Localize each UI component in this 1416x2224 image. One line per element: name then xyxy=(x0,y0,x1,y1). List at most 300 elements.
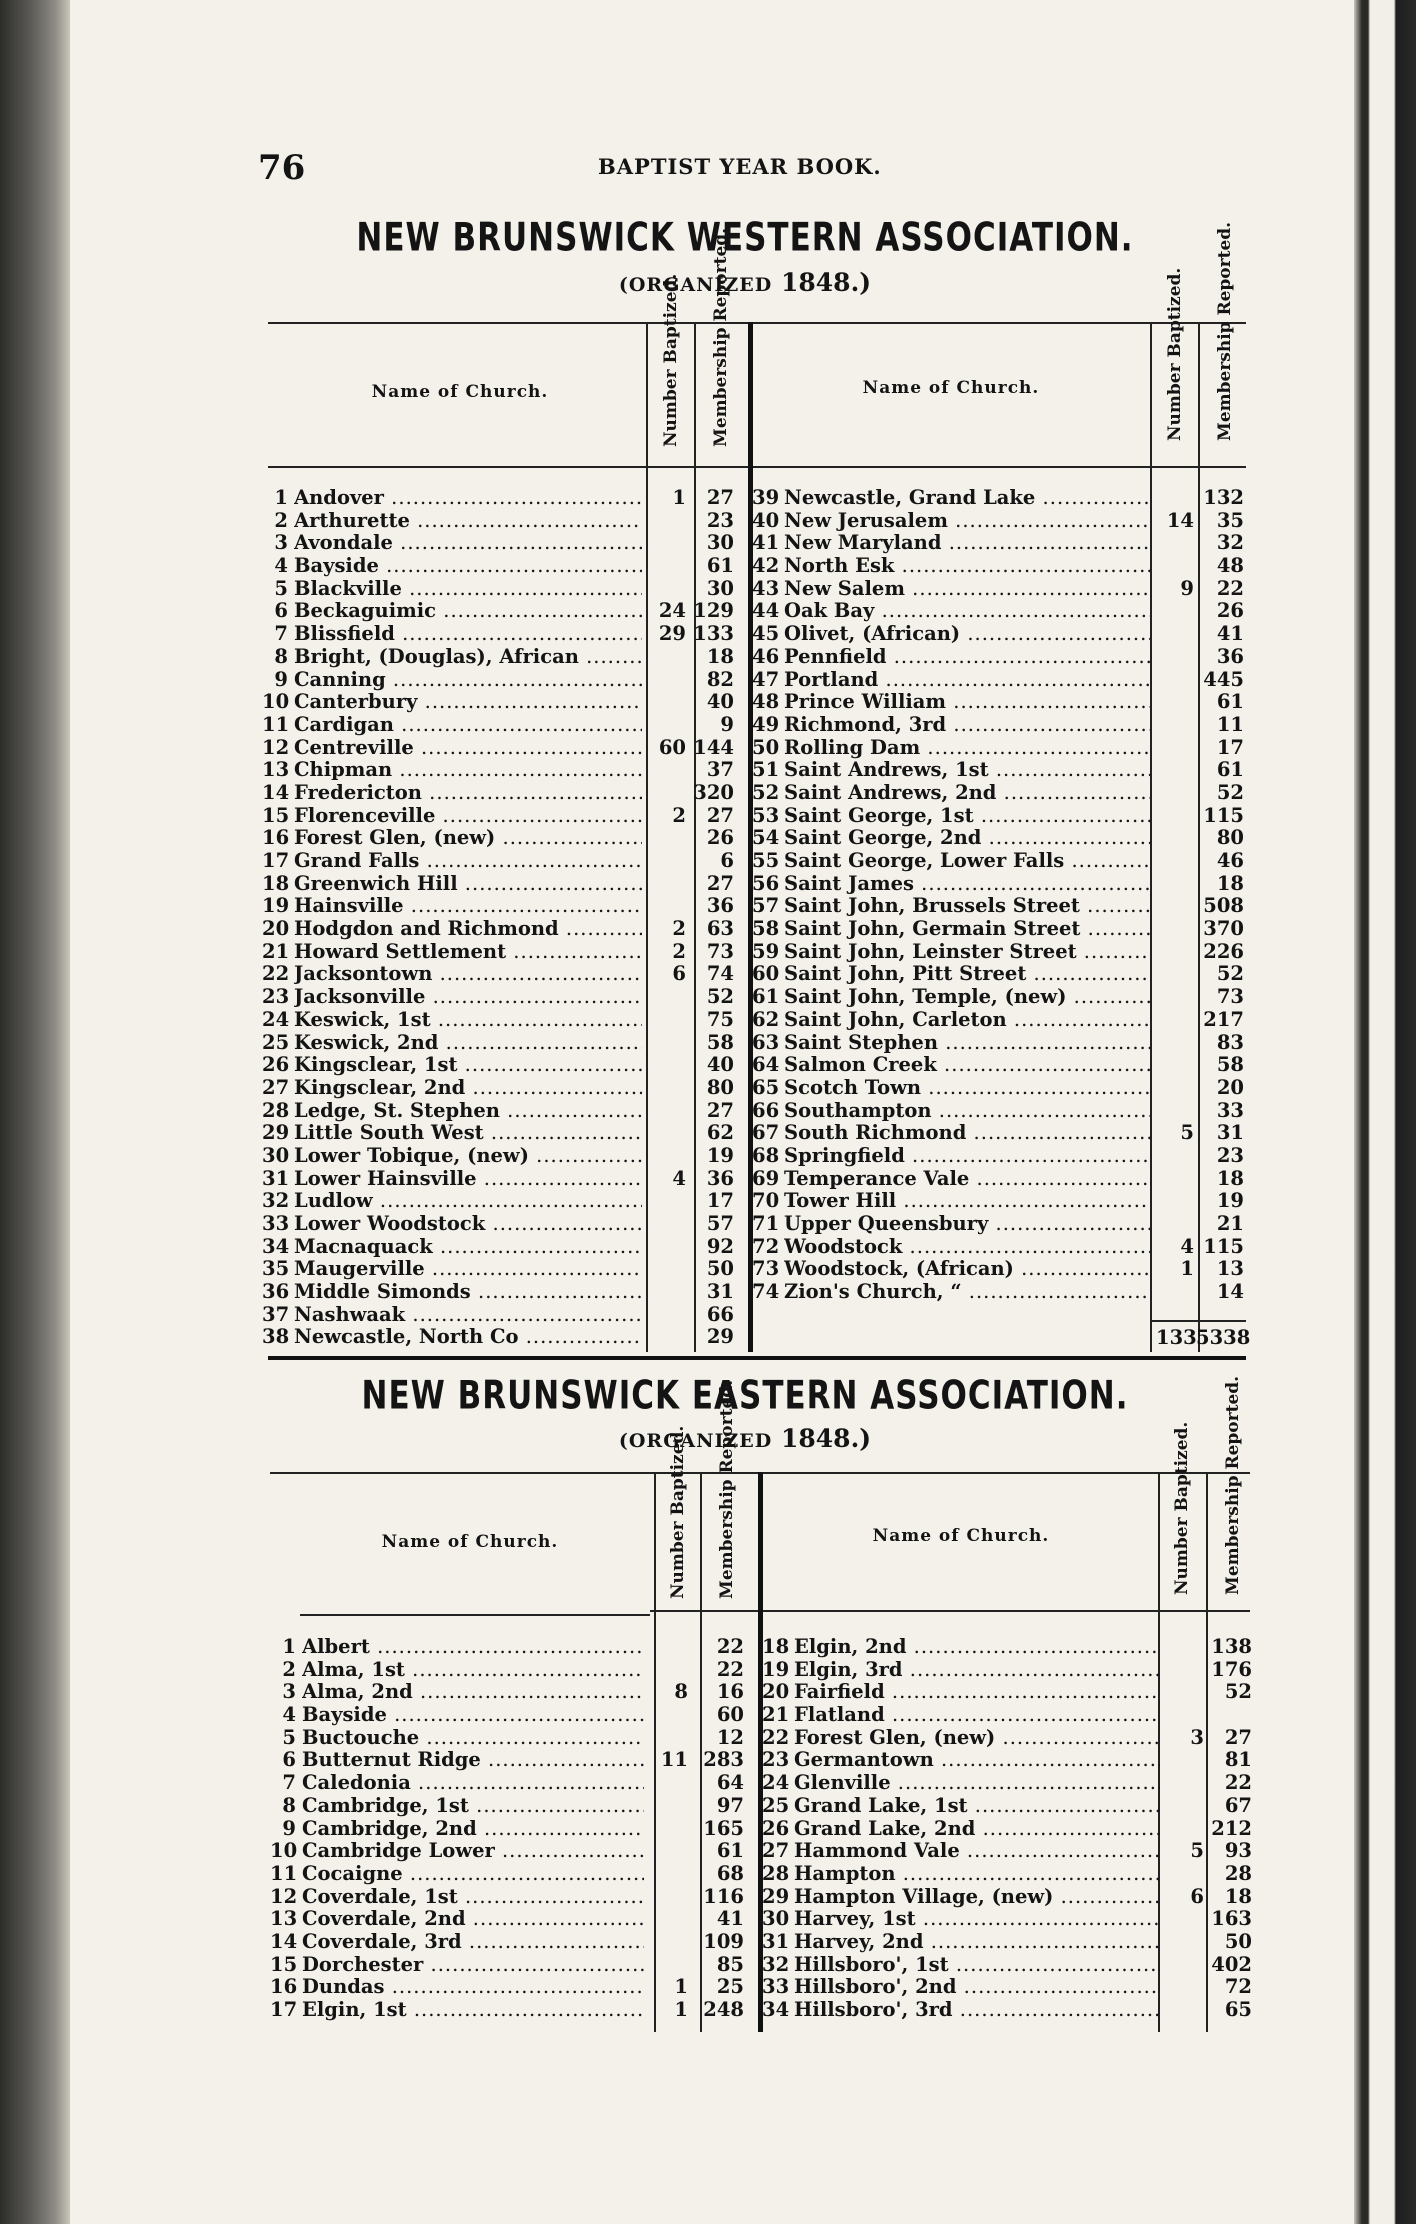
table-row xyxy=(262,578,742,601)
church-number: 13 xyxy=(270,1907,298,1931)
table-row xyxy=(262,1304,742,1327)
page-number: 76 xyxy=(258,148,306,188)
church-number: 19 xyxy=(262,894,290,918)
church-name: Little South West ..... xyxy=(294,1122,642,1145)
church-name: Saint John, Leinster Street ..... xyxy=(784,941,1150,964)
table-row xyxy=(752,714,1246,737)
membership-count: 27 xyxy=(706,1098,734,1122)
church-name: Woodstock, (African) ..... xyxy=(784,1258,1150,1281)
church-name: Lower Tobique, (new) ..... xyxy=(294,1145,642,1168)
table-row xyxy=(270,1636,752,1659)
western-right-baptized-header: Number Baptized. xyxy=(1165,267,1185,441)
church-number: 5 xyxy=(274,576,288,600)
membership-count: 30 xyxy=(706,531,734,555)
table-row xyxy=(752,1145,1246,1168)
table-row xyxy=(262,1009,742,1032)
membership-count: 132 xyxy=(1203,486,1244,509)
membership-count: 14 xyxy=(1216,1280,1244,1304)
western-left-name-header: Name of Church. xyxy=(371,382,549,402)
membership-count: 226 xyxy=(1203,939,1244,963)
table-row xyxy=(262,555,742,578)
western-header-rule xyxy=(268,466,1246,468)
membership-count: 138 xyxy=(1211,1635,1252,1658)
church-name: Olivet, (African) ..... xyxy=(784,623,1150,646)
church-name: Howard Settlement ..... xyxy=(294,941,642,964)
western-left-baptized-header: Number Baptized. xyxy=(661,273,681,447)
membership-count: 74 xyxy=(706,962,734,986)
baptized-count: 1 xyxy=(1180,1257,1194,1281)
church-number: 27 xyxy=(762,1839,790,1863)
church-name: Saint Stephen ..... xyxy=(784,1032,1150,1055)
table-row xyxy=(752,782,1246,805)
table-row xyxy=(752,1258,1246,1281)
membership-count: 163 xyxy=(1211,1907,1252,1931)
table-row xyxy=(262,805,742,828)
church-name: Cambridge, 1st ..... xyxy=(302,1795,644,1818)
church-number: 67 xyxy=(752,1121,780,1145)
table-row xyxy=(262,532,742,555)
table-row xyxy=(262,918,742,941)
church-name: Nashwaak ..... xyxy=(294,1304,642,1327)
church-name: Hillsboro', 2nd ..... xyxy=(794,1976,1160,1999)
table-row xyxy=(752,510,1246,533)
membership-count: 65 xyxy=(1224,1998,1252,2021)
church-number: 2 xyxy=(282,1657,296,1681)
table-row xyxy=(752,759,1246,782)
page-edge xyxy=(1354,0,1416,2224)
church-number: 35 xyxy=(262,1257,290,1281)
church-name: Newcastle, North Co ..... xyxy=(294,1326,642,1349)
table-row xyxy=(262,737,742,760)
baptized-count: 5 xyxy=(1190,1839,1204,1863)
table-row xyxy=(752,1077,1246,1100)
table-row xyxy=(262,759,742,782)
membership-count: 23 xyxy=(706,508,734,532)
church-name: Newcastle, Grand Lake ..... xyxy=(784,487,1150,510)
membership-count: 29 xyxy=(706,1325,734,1349)
membership-count: 72 xyxy=(1224,1975,1252,1999)
membership-count: 92 xyxy=(706,1234,734,1258)
membership-count: 19 xyxy=(706,1143,734,1167)
membership-count: 16 xyxy=(716,1680,744,1704)
baptized-count: 1 xyxy=(672,486,686,509)
church-number: 47 xyxy=(752,667,780,691)
church-number: 31 xyxy=(262,1166,290,1190)
church-name: Saint James ..... xyxy=(784,873,1150,896)
church-name: Grand Falls ..... xyxy=(294,850,642,873)
church-number: 25 xyxy=(262,1030,290,1054)
table-row xyxy=(262,963,742,986)
church-name: Coverdale, 3rd ..... xyxy=(302,1931,644,1954)
church-name: Ledge, St. Stephen ..... xyxy=(294,1100,642,1123)
membership-count: 20 xyxy=(1216,1075,1244,1099)
church-number: 6 xyxy=(282,1748,296,1772)
membership-count: 41 xyxy=(716,1907,744,1931)
table-row xyxy=(752,963,1246,986)
eastern-organized xyxy=(240,1424,1250,1453)
membership-count: 52 xyxy=(1224,1680,1252,1704)
church-number: 14 xyxy=(262,780,290,804)
church-name: Dorchester ..... xyxy=(302,1954,644,1977)
membership-count: 320 xyxy=(693,780,734,804)
membership-count: 248 xyxy=(703,1998,744,2021)
membership-count: 97 xyxy=(716,1793,744,1817)
church-name: New Jerusalem ..... xyxy=(784,510,1150,533)
church-number: 10 xyxy=(270,1839,298,1863)
table-row xyxy=(762,1659,1252,1682)
church-name: Flatland ..... xyxy=(794,1704,1160,1727)
church-name: Grand Lake, 2nd ..... xyxy=(794,1818,1160,1841)
church-name: Keswick, 1st ..... xyxy=(294,1009,642,1032)
church-number: 56 xyxy=(752,871,780,895)
baptized-count: 4 xyxy=(1180,1234,1194,1258)
church-name: Hodgdon and Richmond ..... xyxy=(294,918,642,941)
church-number: 21 xyxy=(262,939,290,963)
membership-count: 27 xyxy=(1224,1725,1252,1749)
table-row xyxy=(752,578,1246,601)
church-number: 15 xyxy=(270,1952,298,1976)
membership-count: 31 xyxy=(706,1280,734,1304)
membership-count: 13 xyxy=(1216,1257,1244,1281)
church-name: Glenville ..... xyxy=(794,1772,1160,1795)
church-name: Butternut Ridge ..... xyxy=(302,1749,644,1772)
table-row xyxy=(752,623,1246,646)
church-name: Oak Bay ..... xyxy=(784,600,1150,623)
church-name: Saint John, Germain Street ..... xyxy=(784,918,1150,941)
baptized-count: 2 xyxy=(672,917,686,941)
church-name: Scotch Town ..... xyxy=(784,1077,1150,1100)
church-name: Kingsclear, 2nd ..... xyxy=(294,1077,642,1100)
church-name: Cardigan ..... xyxy=(294,714,642,737)
church-name: Middle Simonds ..... xyxy=(294,1281,642,1304)
membership-count: 52 xyxy=(1216,780,1244,804)
membership-count: 35 xyxy=(1216,508,1244,532)
table-row xyxy=(270,1908,752,1931)
church-number: 57 xyxy=(752,894,780,918)
eastern-right-baptized-header: Number Baptized. xyxy=(1172,1421,1192,1595)
church-name: Portland ..... xyxy=(784,669,1150,692)
baptized-count: 6 xyxy=(672,962,686,986)
church-name: Macnaquack ..... xyxy=(294,1236,642,1259)
membership-count: 115 xyxy=(1203,803,1244,827)
church-name: Blissfield ..... xyxy=(294,623,642,646)
membership-count: 80 xyxy=(1216,826,1244,850)
membership-count: 66 xyxy=(706,1302,734,1326)
membership-count: 63 xyxy=(706,917,734,941)
eastern-left-baptized-header: Number Baptized. xyxy=(668,1425,688,1599)
church-name: Dundas ..... xyxy=(302,1976,644,1999)
table-row xyxy=(262,1145,742,1168)
church-name: Pennfield ..... xyxy=(784,646,1150,669)
church-number: 31 xyxy=(762,1929,790,1953)
membership-count: 508 xyxy=(1203,894,1244,918)
western-organized-label: (ORGANIZED xyxy=(618,274,773,296)
table-row xyxy=(762,1772,1252,1795)
membership-count: 60 xyxy=(716,1703,744,1727)
membership-count: 85 xyxy=(716,1952,744,1976)
table-row xyxy=(262,714,742,737)
church-number: 53 xyxy=(752,803,780,827)
church-name: Hillsboro', 3rd ..... xyxy=(794,1999,1160,2022)
church-number: 69 xyxy=(752,1166,780,1190)
table-row xyxy=(270,1772,752,1795)
church-number: 28 xyxy=(762,1861,790,1885)
church-name: Saint George, 1st ..... xyxy=(784,805,1150,828)
church-number: 41 xyxy=(752,531,780,555)
membership-count: 115 xyxy=(1203,1234,1244,1258)
church-name: Blackville ..... xyxy=(294,578,642,601)
table-row xyxy=(270,1976,752,1999)
table-row xyxy=(262,1077,742,1100)
membership-count: 176 xyxy=(1211,1657,1252,1681)
table-row xyxy=(262,1236,742,1259)
membership-count: 50 xyxy=(706,1257,734,1281)
church-name: Lower Hainsville ..... xyxy=(294,1168,642,1191)
membership-count: 116 xyxy=(703,1884,744,1908)
church-number: 20 xyxy=(762,1680,790,1704)
church-name: Tower Hill ..... xyxy=(784,1190,1150,1213)
membership-count: 22 xyxy=(1224,1771,1252,1795)
eastern-header-rule xyxy=(650,1610,1250,1612)
church-name: Keswick, 2nd ..... xyxy=(294,1032,642,1055)
church-name: Centreville ..... xyxy=(294,737,642,760)
church-name: North Esk ..... xyxy=(784,555,1150,578)
eastern-left-name-header: Name of Church. xyxy=(381,1532,559,1552)
western-right-membership-header: Membership Reported. xyxy=(1215,221,1235,441)
membership-count: 62 xyxy=(706,1121,734,1145)
church-name: Salmon Creek ..... xyxy=(784,1054,1150,1077)
membership-count: 73 xyxy=(706,939,734,963)
membership-count: 40 xyxy=(706,690,734,714)
church-name: Alma, 2nd ..... xyxy=(302,1681,644,1704)
church-name: Alma, 1st ..... xyxy=(302,1659,644,1682)
church-number: 45 xyxy=(752,622,780,646)
table-row xyxy=(762,1727,1252,1750)
table-row xyxy=(752,532,1246,555)
membership-count: 17 xyxy=(1216,735,1244,759)
eastern-left-column xyxy=(270,1636,752,2022)
membership-count: 73 xyxy=(1216,985,1244,1009)
church-number: 16 xyxy=(270,1975,298,1999)
church-number: 30 xyxy=(262,1143,290,1167)
church-number: 73 xyxy=(752,1257,780,1281)
western-right-column xyxy=(752,487,1246,1304)
membership-count: 21 xyxy=(1216,1212,1244,1235)
church-name: Harvey, 1st ..... xyxy=(794,1908,1160,1931)
membership-count: 133 xyxy=(693,622,734,646)
table-row xyxy=(752,1281,1246,1304)
church-name: Southampton ..... xyxy=(784,1100,1150,1123)
church-number: 22 xyxy=(262,962,290,986)
table-row xyxy=(762,1795,1252,1818)
church-number: 4 xyxy=(282,1703,296,1727)
church-name: Jacksontown ..... xyxy=(294,963,642,986)
church-number: 43 xyxy=(752,576,780,600)
membership-count: 445 xyxy=(1203,667,1244,691)
church-number: 63 xyxy=(752,1030,780,1054)
church-number: 6 xyxy=(274,599,288,623)
table-row xyxy=(262,986,742,1009)
church-name: Elgin, 1st ..... xyxy=(302,1999,644,2022)
baptized-count: 3 xyxy=(1190,1725,1204,1749)
church-number: 17 xyxy=(262,849,290,872)
membership-count: 11 xyxy=(1216,712,1244,736)
church-name: Fairfield ..... xyxy=(794,1681,1160,1704)
membership-count: 129 xyxy=(693,599,734,623)
church-number: 22 xyxy=(762,1725,790,1749)
church-number: 13 xyxy=(262,758,290,782)
church-number: 32 xyxy=(262,1189,290,1213)
table-row xyxy=(762,1681,1252,1704)
membership-count: 31 xyxy=(1216,1121,1244,1145)
membership-count: 37 xyxy=(706,758,734,782)
church-name: Hammond Vale ..... xyxy=(794,1840,1160,1863)
table-row xyxy=(262,873,742,896)
church-name: Saint George, Lower Falls ..... xyxy=(784,850,1150,873)
church-name: Saint Andrews, 2nd ..... xyxy=(784,782,1150,805)
table-row xyxy=(262,1258,742,1281)
church-number: 37 xyxy=(262,1302,290,1326)
membership-count: 61 xyxy=(716,1839,744,1863)
table-row xyxy=(752,1236,1246,1259)
table-row xyxy=(762,1749,1252,1772)
table-row xyxy=(270,1999,752,2022)
membership-count: 68 xyxy=(716,1861,744,1885)
church-number: 42 xyxy=(752,554,780,578)
baptized-count: 1 xyxy=(674,1998,688,2021)
table-row xyxy=(262,850,742,873)
membership-count: 57 xyxy=(706,1212,734,1235)
running-head: BAPTIST YEAR BOOK. xyxy=(598,154,882,179)
membership-count: 9 xyxy=(720,712,734,736)
church-number: 30 xyxy=(762,1907,790,1931)
church-name: Avondale ..... xyxy=(294,532,642,555)
table-row xyxy=(262,1054,742,1077)
table-row xyxy=(270,1795,752,1818)
table-row xyxy=(752,941,1246,964)
church-number: 7 xyxy=(282,1771,296,1795)
church-name: South Richmond ..... xyxy=(784,1122,1150,1145)
table-row xyxy=(752,646,1246,669)
western-association-title: NEW BRUNSWICK WESTERN ASSOCIATION. xyxy=(356,215,1134,261)
table-row xyxy=(262,895,742,918)
table-row xyxy=(262,941,742,964)
table-row xyxy=(262,623,742,646)
table-row xyxy=(262,1100,742,1123)
baptized-count: 5 xyxy=(1180,1121,1194,1145)
church-number: 7 xyxy=(274,622,288,646)
eastern-right-column xyxy=(762,1636,1252,2022)
membership-count: 67 xyxy=(1224,1793,1252,1817)
table-row xyxy=(752,827,1246,850)
table-row xyxy=(262,1190,742,1213)
membership-count: 18 xyxy=(706,644,734,668)
church-number: 58 xyxy=(752,917,780,941)
table-row xyxy=(762,1704,1252,1727)
membership-count: 52 xyxy=(706,985,734,1009)
table-row xyxy=(762,1636,1252,1659)
table-row xyxy=(762,1818,1252,1841)
table-row xyxy=(262,600,742,623)
baptized-count: 1 xyxy=(674,1975,688,1999)
church-number: 34 xyxy=(762,1998,790,2021)
table-row xyxy=(752,669,1246,692)
table-row xyxy=(752,1122,1246,1145)
membership-count: 26 xyxy=(706,826,734,850)
church-name: Kingsclear, 1st ..... xyxy=(294,1054,642,1077)
church-number: 68 xyxy=(752,1143,780,1167)
table-row xyxy=(270,1704,752,1727)
eastern-left-membership-header: Membership Reported. xyxy=(717,1379,737,1599)
table-row xyxy=(752,1100,1246,1123)
membership-count: 61 xyxy=(1216,690,1244,714)
table-row xyxy=(752,691,1246,714)
membership-count: 22 xyxy=(716,1657,744,1681)
western-organized xyxy=(240,268,1250,297)
church-number: 49 xyxy=(752,712,780,736)
membership-count: 58 xyxy=(706,1030,734,1054)
church-name: Bayside ..... xyxy=(302,1704,644,1727)
church-number: 3 xyxy=(274,531,288,555)
church-name: Harvey, 2nd ..... xyxy=(794,1931,1160,1954)
table-row xyxy=(752,895,1246,918)
membership-count: 22 xyxy=(716,1635,744,1658)
church-name: Temperance Vale ..... xyxy=(784,1168,1150,1191)
church-name: Coverdale, 2nd ..... xyxy=(302,1908,644,1931)
table-row xyxy=(762,1840,1252,1863)
church-name: Arthurette ..... xyxy=(294,510,642,533)
eastern-right-membership-header: Membership Reported. xyxy=(1223,1375,1243,1595)
church-name: Greenwich Hill ..... xyxy=(294,873,642,896)
church-number: 52 xyxy=(752,780,780,804)
table-row xyxy=(752,737,1246,760)
western-left-column xyxy=(262,487,742,1349)
table-row xyxy=(752,873,1246,896)
table-row xyxy=(752,1168,1246,1191)
table-row xyxy=(270,1863,752,1886)
membership-count: 36 xyxy=(706,894,734,918)
table-row xyxy=(270,1840,752,1863)
church-number: 36 xyxy=(262,1280,290,1304)
membership-count: 30 xyxy=(706,576,734,600)
church-number: 66 xyxy=(752,1098,780,1122)
table-row xyxy=(262,1168,742,1191)
membership-count: 25 xyxy=(716,1975,744,1999)
table-row xyxy=(262,1122,742,1145)
membership-count: 61 xyxy=(1216,758,1244,782)
baptized-count: 24 xyxy=(658,599,686,623)
baptized-count: 6 xyxy=(1190,1884,1204,1908)
church-name: Saint Andrews, 1st ..... xyxy=(784,759,1150,782)
western-totals-rule xyxy=(1150,1320,1246,1322)
church-number: 1 xyxy=(282,1635,296,1658)
church-number: 65 xyxy=(752,1075,780,1099)
church-name: Elgin, 3rd ..... xyxy=(794,1659,1160,1682)
church-name: Albert ..... xyxy=(302,1636,644,1659)
church-number: 70 xyxy=(752,1189,780,1213)
western-left-membership-header: Membership Reported. xyxy=(711,227,731,447)
church-number: 11 xyxy=(262,712,290,736)
church-name: Springfield ..... xyxy=(784,1145,1150,1168)
church-number: 29 xyxy=(762,1884,790,1908)
membership-count: 64 xyxy=(716,1771,744,1795)
table-row xyxy=(262,827,742,850)
table-row xyxy=(270,1681,752,1704)
membership-count: 58 xyxy=(1216,1053,1244,1077)
membership-count: 27 xyxy=(706,486,734,509)
church-number: 15 xyxy=(262,803,290,827)
church-name: Forest Glen, (new) ..... xyxy=(294,827,642,850)
